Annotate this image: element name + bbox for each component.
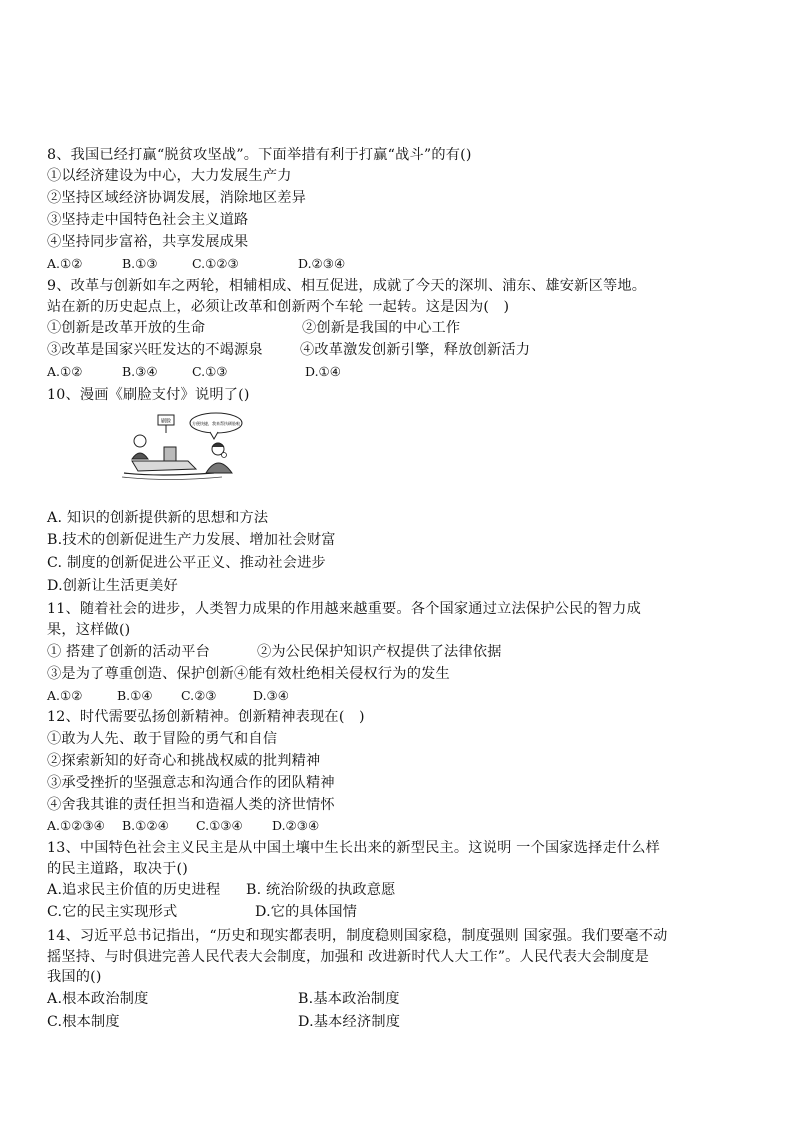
q10-stem: 10、漫画《刷脸支付》说明了() — [47, 387, 250, 403]
q11-option-b: B.①④ — [117, 688, 153, 703]
q9-option-a: A.①② — [47, 364, 83, 379]
q13-stem-line-1: 13、中国特色社会主义民主是从中国土壤中生长出来的新型民主。这说明 一个国家选择走什么样 — [47, 840, 661, 856]
q11-item-2: ②为公民保护知识产权提供了法律依据 — [257, 644, 502, 660]
q14-option-b: B.基本政治制度 — [298, 991, 400, 1007]
q12-item-2: ②探索新知的好奇心和挑战权威的批判精神 — [47, 753, 321, 769]
q11-stem-line-1: 11、随着社会的进步，人类智力成果的作用越来越重要。各个国家通过立法保护公民的智力成 — [47, 601, 641, 617]
q8-option-a: A.①② — [47, 256, 83, 271]
q11-option-c: C.②③ — [181, 688, 217, 703]
face-payment-cartoon — [118, 411, 246, 483]
q9-item-4: ④改革激发创新引擎，释放创新活力 — [300, 342, 531, 358]
q8-item-2: ②坚持区域经济协调发展，消除地区差异 — [47, 190, 306, 206]
q9-item-2: ②创新是我国的中心工作 — [302, 320, 461, 336]
q13-stem-line-2: 的民主道路，取决于() — [47, 861, 188, 877]
q11-item-3: ③是为了尊重创造、保护创新④能有效杜绝相关侵权行为的发生 — [47, 666, 450, 682]
q13-option-c: C.它的民主实现形式 — [47, 904, 178, 920]
q12-option-d: D.②③④ — [272, 818, 320, 833]
q9-stem-line-1: 9、改革与创新如车之两轮，相辅相成、相互促进，成就了今天的深圳、浦东、雄安新区等地。 — [47, 278, 647, 294]
q12-item-4: ④舍我其谁的责任担当和造福人类的济世情怀 — [47, 797, 335, 813]
q14-stem-line-3: 我国的() — [47, 969, 102, 985]
q9-stem-line-2: 站在新的历史起点上，必须让改革和创新两个车轮 一起转。这是因为( ) — [47, 299, 510, 315]
cartoon-drawing — [122, 413, 242, 480]
q14-stem-line-1: 14、习近平总书记指出，“历史和现实都表明，制度稳则国家稳，制度强则 国家强。我们要毫不动 — [47, 928, 668, 944]
q12-option-c: C.①③④ — [196, 818, 243, 833]
q9-option-c: C.①③ — [192, 364, 228, 379]
q14-option-c: C.根本制度 — [47, 1014, 120, 1030]
q10-choice-c: C. 制度的创新促进公平正义、推动社会进步 — [47, 555, 326, 571]
q10-choice-a: A. 知识的创新提供新的思想和方法 — [47, 510, 269, 526]
cartoon-sign-text: 刷脸 — [160, 418, 172, 425]
q9-option-d: D.①④ — [305, 364, 341, 379]
q9-item-1: ①创新是改革开放的生命 — [47, 320, 206, 336]
q8-item-4: ④坚持同步富裕，共享发展成果 — [47, 234, 249, 250]
q12-item-1: ①敢为人先、敢于冒险的勇气和自信 — [47, 731, 278, 747]
q8-option-c: C.①②③ — [192, 256, 239, 271]
q11-item-1: ① 搭建了创新的活动平台 — [47, 644, 210, 660]
q11-option-a: A.①② — [47, 688, 83, 703]
q14-stem-line-2: 摇坚持、与时俱进完善人民代表大会制度，加强和 改进新时代人大工作”。人民代表大会制度是 — [47, 949, 650, 965]
q12-option-b: B.①②④ — [122, 818, 169, 833]
q10-choice-d: D.创新让生活更美好 — [47, 578, 178, 594]
q8-option-b: B.①③ — [122, 256, 158, 271]
q9-option-b: B.③④ — [122, 364, 158, 379]
q12-option-a: A.①②③④ — [47, 818, 105, 833]
q11-stem-line-2: 果，这样做() — [47, 622, 131, 638]
q8-stem: 8、我国已经打赢“脱贫攻坚战”。下面举措有利于打赢“战斗”的有() — [47, 147, 472, 163]
q8-option-d: D.②③④ — [298, 256, 346, 271]
q13-option-d: D.它的具体国情 — [255, 904, 358, 920]
q14-option-d: D.基本经济制度 — [298, 1014, 401, 1030]
q13-option-b: B. 统治阶级的执政意愿 — [246, 882, 396, 898]
q11-option-d: D.③④ — [253, 688, 289, 703]
q8-item-1: ①以经济建设为中心，大力发展生产力 — [47, 168, 292, 184]
q12-item-3: ③承受挫折的坚强意志和沟通合作的团队精神 — [47, 775, 335, 791]
q9-item-3: ③改革是国家兴旺发达的不竭源泉 — [47, 342, 263, 358]
q10-choice-b: B.技术的创新促进生产力发展、增加社会财富 — [47, 532, 336, 548]
q14-option-a: A.根本政治制度 — [47, 991, 149, 1007]
q12-stem: 12、时代需要弘扬创新精神。创新精神表现在( ) — [47, 709, 365, 725]
q13-option-a: A.追求民主价值的历史进程 — [47, 882, 221, 898]
q8-item-3: ③坚持走中国特色社会主义道路 — [47, 212, 249, 228]
cartoon-bubble-text: 方便快捷，我来帮扶刷脸啦 — [192, 421, 240, 426]
